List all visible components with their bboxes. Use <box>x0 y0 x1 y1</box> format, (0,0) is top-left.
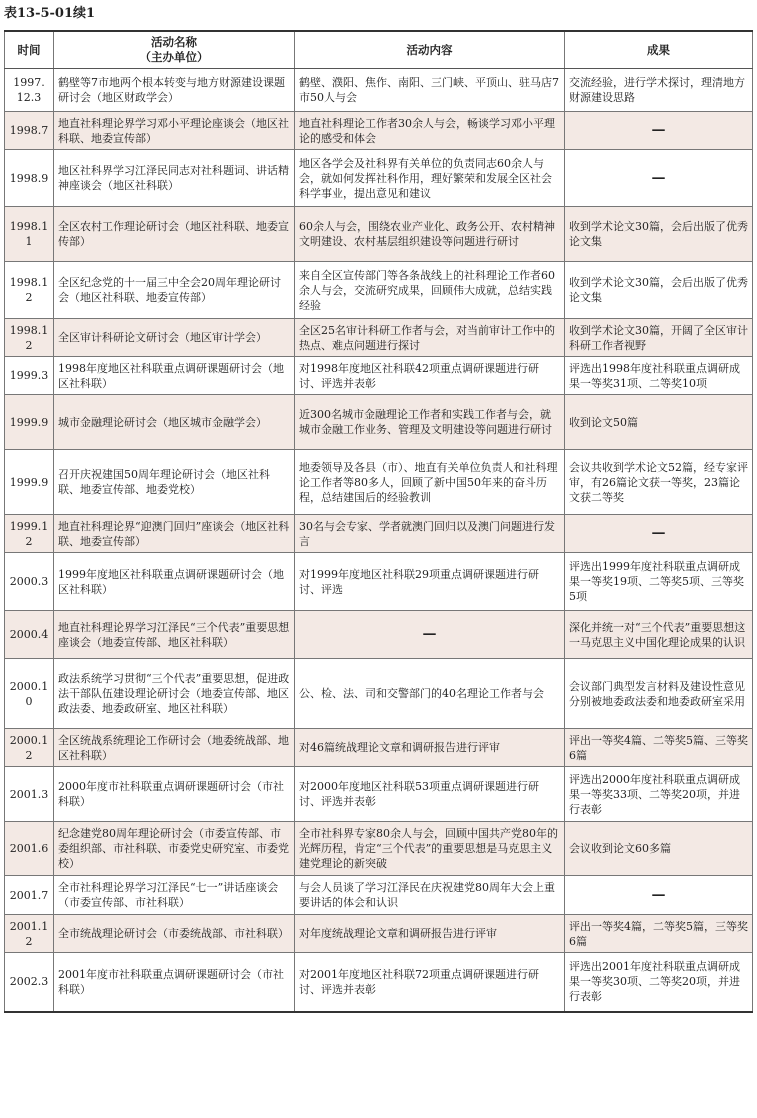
cell-time: 1998.7 <box>5 112 54 150</box>
table-row <box>5 659 753 729</box>
cell-activity-content: 对1999年度地区社科联29项重点调研课题进行研讨、评选 <box>295 553 565 611</box>
table-row <box>5 207 753 262</box>
table-row <box>5 915 753 953</box>
header-content <box>295 31 565 69</box>
table-row <box>5 319 753 357</box>
cell-activity-content: 近300名城市金融理论工作者和实践工作者与会，就城市金融工作业务、管理及文明建设等问题进行研讨 <box>295 395 565 450</box>
cell-activity-content: 30名与会专家、学者就澳门回归以及澳门问题进行发言 <box>295 515 565 553</box>
header-name-label: 活动名称 （主办单位） <box>139 35 209 64</box>
header-result <box>565 31 753 69</box>
table-row <box>5 729 753 767</box>
cell-activity-content: 鹤壁、濮阳、焦作、南阳、三门峡、平顶山、驻马店7市50人与会 <box>295 69 565 112</box>
cell-activity-content: 地直社科理论工作者30余人与会，畅谈学习邓小平理论的感受和体会 <box>295 112 565 150</box>
cell-result: — <box>565 876 753 915</box>
cell-time: 2000.10 <box>5 659 54 729</box>
cell-activity-content: — <box>295 611 565 659</box>
cell-result: 收到学术论文30篇，开阔了全区审计科研工作者视野 <box>565 319 753 357</box>
table-row <box>5 767 753 822</box>
cell-activity-content: 公、检、法、司和交警部门的40名理论工作者与会 <box>295 659 565 729</box>
cell-activity-name: 地直社科理论界学习江泽民“三个代表”重要思想座谈会（地委宣传部、地区社科联） <box>54 611 295 659</box>
table-row <box>5 69 753 112</box>
table-row <box>5 876 753 915</box>
cell-time: 2001.12 <box>5 915 54 953</box>
cell-activity-content: 地委领导及各县（市）、地直有关单位负责人和社科理论工作者等80多人，回顾了新中国50年来的奋斗历程，总结建国后的经验教训 <box>295 450 565 515</box>
cell-time: 1998.12 <box>5 319 54 357</box>
cell-activity-name: 1998年度地区社科联重点调研课题研讨会（地区社科联） <box>54 357 295 395</box>
table-header-row <box>5 31 753 69</box>
cell-time: 1998.12 <box>5 262 54 319</box>
cell-activity-content: 全市社科界专家80余人与会，回顾中国共产党80年的光辉历程，肯定“三个代表”的重要思想是马克思主义建党理论的新突破 <box>295 822 565 876</box>
cell-activity-name: 政法系统学习贯彻“三个代表”重要思想，促进政法干部队伍建设理论研讨会（地委宣传部、地区政法委、地委政研室、地区社科联） <box>54 659 295 729</box>
cell-time: 1998.11 <box>5 207 54 262</box>
cell-result: 评出一等奖4篇、二等奖5篇、三等奖6篇 <box>565 729 753 767</box>
cell-activity-name: 全市社科理论界学习江泽民“七一”讲话座谈会（市委宣传部、市社科联） <box>54 876 295 915</box>
cell-activity-content: 对2000年度地区社科联53项重点调研课题进行研讨、评选并表彰 <box>295 767 565 822</box>
cell-result: — <box>565 150 753 207</box>
cell-result: 收到学术论文30篇，会后出版了优秀论文集 <box>565 262 753 319</box>
cell-activity-content: 60余人与会，围绕农业产业化、政务公开、农村精神文明建设、农村基层组织建设等问题进行研讨 <box>295 207 565 262</box>
header-name <box>54 31 295 69</box>
cell-time: 2000.3 <box>5 553 54 611</box>
header-result-label: 成果 <box>647 42 670 57</box>
cell-result: 评出一等奖4篇，二等奖5篇，三等奖6篇 <box>565 915 753 953</box>
cell-activity-content: 对1998年度地区社科联42项重点调研课题进行研讨、评选并表彰 <box>295 357 565 395</box>
cell-activity-content: 地区各学会及社科界有关单位的负责同志60余人与会，就如何发挥社科作用，理好繁荣和发展全区社会科学事业，提出意见和建议 <box>295 150 565 207</box>
cell-result: — <box>565 515 753 553</box>
header-content-label: 活动内容 <box>406 42 453 57</box>
cell-activity-content: 对年度统战理论文章和调研报告进行评审 <box>295 915 565 953</box>
table-row <box>5 553 753 611</box>
cell-activity-content: 对2001年度地区社科联72项重点调研课题进行研讨、评选并表彰 <box>295 953 565 1012</box>
cell-activity-name: 纪念建党80周年理论研讨会（市委宣传部、市委组织部、市社科联、市委党史研究室、市委党校） <box>54 822 295 876</box>
table-row <box>5 262 753 319</box>
cell-result: 深化并统一对“三个代表”重要思想这一马克思主义中国化理论成果的认识 <box>565 611 753 659</box>
cell-time: 2000.4 <box>5 611 54 659</box>
cell-result: 评选出1998年度社科联重点调研成果一等奖31项、二等奖10项 <box>565 357 753 395</box>
cell-time: 2002.3 <box>5 953 54 1012</box>
cell-time: 1997. 12.3 <box>5 69 54 112</box>
header-time-label: 时间 <box>17 42 41 57</box>
cell-result: 评选出1999年度社科联重点调研成果一等奖19项、二等奖5项、三等奖5项 <box>565 553 753 611</box>
table-row <box>5 150 753 207</box>
cell-result: 收到学术论文30篇，会后出版了优秀论文集 <box>565 207 753 262</box>
cell-time: 2001.7 <box>5 876 54 915</box>
cell-result: 交流经验，进行学术探讨，理清地方财源建设思路 <box>565 69 753 112</box>
cell-time: 1999.12 <box>5 515 54 553</box>
cell-result: 评选出2000年度社科联重点调研成果一等奖33项、二等奖20项，并进行表彰 <box>565 767 753 822</box>
cell-result: 会议部门典型发言材料及建设性意见分别被地委政法委和地委政研室采用 <box>565 659 753 729</box>
table-row <box>5 112 753 150</box>
cell-time: 1999.9 <box>5 395 54 450</box>
table-row <box>5 450 753 515</box>
cell-result: 会议收到论文60多篇 <box>565 822 753 876</box>
cell-result: — <box>565 112 753 150</box>
cell-activity-name: 地直社科理论界“迎澳门回归”座谈会（地区社科联、地委宣传部） <box>54 515 295 553</box>
cell-activity-name: 2000年度市社科联重点调研课题研讨会（市社科联） <box>54 767 295 822</box>
table-row <box>5 822 753 876</box>
cell-time: 1998.9 <box>5 150 54 207</box>
cell-time: 1999.3 <box>5 357 54 395</box>
cell-activity-name: 全区统战系统理论工作研讨会（地委统战部、地区社科联） <box>54 729 295 767</box>
cell-activity-name: 召开庆祝建国50周年理论研讨会（地区社科联、地委宣传部、地委党校） <box>54 450 295 515</box>
cell-result: 收到论文50篇 <box>565 395 753 450</box>
table-caption: 表13-5-01续1 <box>4 6 96 21</box>
table-row <box>5 395 753 450</box>
cell-activity-name: 地直社科理论界学习邓小平理论座谈会（地区社科联、地委宣传部） <box>54 112 295 150</box>
cell-activity-name: 1999年度地区社科联重点调研课题研讨会（地区社科联） <box>54 553 295 611</box>
cell-result: 评选出2001年度社科联重点调研成果一等奖30项、二等奖20项，并进行表彰 <box>565 953 753 1012</box>
table-row <box>5 357 753 395</box>
cell-time: 2001.3 <box>5 767 54 822</box>
cell-activity-content: 全区25名审计科研工作者与会，对当前审计工作中的热点、难点问题进行探讨 <box>295 319 565 357</box>
cell-activity-name: 鹤壁等7市地两个根本转变与地方财源建设课题研讨会（地区财政学会） <box>54 69 295 112</box>
cell-activity-name: 全市统战理论研讨会（市委统战部、市社科联） <box>54 915 295 953</box>
header-time <box>5 31 54 69</box>
cell-activity-content: 来自全区宣传部门等各条战线上的社科理论工作者60余人与会，交流研究成果，回顾伟大成就，总结实践经验 <box>295 262 565 319</box>
table-row <box>5 515 753 553</box>
cell-activity-name: 城市金融理论研讨会（地区城市金融学会） <box>54 395 295 450</box>
cell-activity-name: 全区审计科研论文研讨会（地区审计学会） <box>54 319 295 357</box>
cell-activity-name: 2001年度市社科联重点调研课题研讨会（市社科联） <box>54 953 295 1012</box>
cell-result: 会议共收到学术论文52篇，经专家评审，有26篇论文获一等奖，23篇论文获二等奖 <box>565 450 753 515</box>
cell-activity-content: 与会人员谈了学习江泽民在庆祝建党80周年大会上重要讲话的体会和认识 <box>295 876 565 915</box>
cell-activity-content: 对46篇统战理论文章和调研报告进行评审 <box>295 729 565 767</box>
cell-time: 1999.9 <box>5 450 54 515</box>
table-row <box>5 953 753 1012</box>
cell-time: 2000.12 <box>5 729 54 767</box>
cell-time: 2001.6 <box>5 822 54 876</box>
activity-table <box>4 30 753 1013</box>
cell-activity-name: 全区纪念党的十一届三中全会20周年理论研讨会（地区社科联、地委宣传部） <box>54 262 295 319</box>
cell-activity-name: 地区社科界学习江泽民同志对社科题词、讲话精神座谈会（地区社科联） <box>54 150 295 207</box>
table-row <box>5 611 753 659</box>
cell-activity-name: 全区农村工作理论研讨会（地区社科联、地委宣传部） <box>54 207 295 262</box>
